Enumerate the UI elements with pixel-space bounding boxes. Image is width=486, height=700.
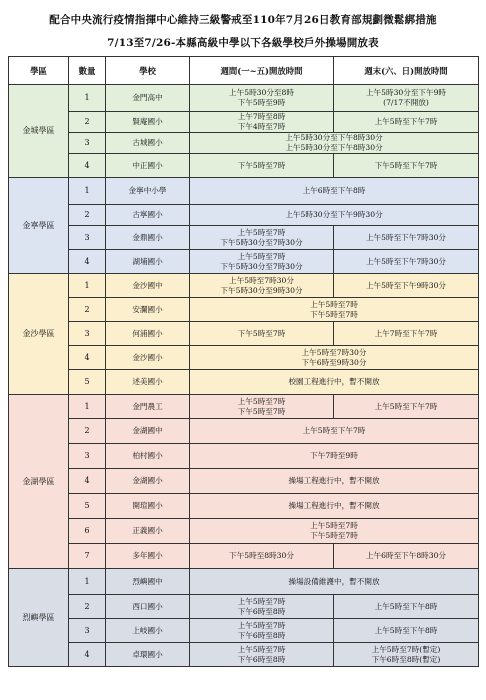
header-weekday-hours: 週間(一~五)開放時間 xyxy=(190,57,334,85)
hours-cell-merged: 上午5時至下午7時 xyxy=(190,419,479,444)
table-header-row xyxy=(9,57,479,85)
school-cell: 上岐國小 xyxy=(106,619,190,643)
count-cell: 3 xyxy=(69,226,106,250)
table-row xyxy=(9,298,479,322)
header-weekend-hours: 週末(六、日)開放時間 xyxy=(334,57,479,85)
table-row xyxy=(9,544,479,569)
count-cell: 4 xyxy=(69,643,106,667)
school-cell: 古寧國小 xyxy=(106,205,190,226)
count-cell: 4 xyxy=(69,250,106,274)
weekday-hours-cell: 上午7時至8時 下午4時至7時 xyxy=(190,112,334,133)
weekend-hours-cell: 下午5時至下午7時 xyxy=(334,154,479,178)
weekend-hours-cell: 上午5時30分至下午9時 (7/17不開放) xyxy=(334,85,479,112)
school-cell: 金門農工 xyxy=(106,395,190,419)
count-cell: 6 xyxy=(69,519,106,544)
document-title-line1: 配合中央流行疫情指揮中心維持三級警戒至110年7月26日教育部規劃微鬆綁措施 xyxy=(49,14,437,26)
district-cell: 金寧學區 xyxy=(9,178,69,274)
hours-cell-merged: 上午5時至7時 下午5時至7時 xyxy=(190,519,479,544)
table-row xyxy=(9,133,479,154)
school-cell: 卓環國小 xyxy=(106,643,190,667)
count-cell: 1 xyxy=(69,178,106,205)
hours-cell-merged: 上午5時30分至下午8時30分 上午5時30分至下午8時30分 xyxy=(190,133,479,154)
weekend-hours-cell: 上午7時至下午7時 xyxy=(334,322,479,346)
district-cell: 金城學區 xyxy=(9,85,69,178)
count-cell: 1 xyxy=(69,85,106,112)
hours-cell-merged: 上午6時至下午8時 xyxy=(190,178,479,205)
hours-cell-merged: 操場工程進行中，暫不開放 xyxy=(190,494,479,519)
table-row xyxy=(9,250,479,274)
school-cell: 柏村國小 xyxy=(106,444,190,469)
table-row xyxy=(9,419,479,444)
count-cell: 1 xyxy=(69,274,106,298)
weekend-hours-cell: 上午5時至7時(暫定) 下午6時至8時(暫定) xyxy=(334,643,479,667)
count-cell: 2 xyxy=(69,205,106,226)
school-cell: 賢庵國小 xyxy=(106,112,190,133)
table-row xyxy=(9,205,479,226)
count-cell: 4 xyxy=(69,469,106,494)
weekday-hours-cell: 下午5時至8時30分 xyxy=(190,544,334,569)
weekday-hours-cell: 下午5時至7時 xyxy=(190,322,334,346)
count-cell: 3 xyxy=(69,133,106,154)
count-cell: 5 xyxy=(69,370,106,395)
school-cell: 中正國小 xyxy=(106,154,190,178)
school-cell: 金沙國小 xyxy=(106,346,190,370)
weekend-hours-cell: 上午6時至下午8時30分 xyxy=(334,544,479,569)
count-cell: 2 xyxy=(69,419,106,444)
count-cell: 1 xyxy=(69,395,106,419)
school-cell: 述美國小 xyxy=(106,370,190,395)
school-cell: 金湖國中 xyxy=(106,419,190,444)
weekday-hours-cell: 上午5時至7時 下午6時至8時 xyxy=(190,643,334,667)
count-cell: 4 xyxy=(69,346,106,370)
school-cell: 金門高中 xyxy=(106,85,190,112)
school-cell: 金鼎國小 xyxy=(106,226,190,250)
district-cell: 金湖學區 xyxy=(9,395,69,569)
table-row xyxy=(9,643,479,667)
weekend-hours-cell: 上午5時至下午7時 xyxy=(334,395,479,419)
hours-cell-merged: 上午5時30分至下午9時30分 xyxy=(190,205,479,226)
school-cell: 何浦國小 xyxy=(106,322,190,346)
school-cell: 西口國小 xyxy=(106,595,190,619)
table-row xyxy=(9,112,479,133)
school-cell: 開瑄國小 xyxy=(106,494,190,519)
count-cell: 2 xyxy=(69,298,106,322)
weekday-hours-cell: 下午5時至7時 xyxy=(190,154,334,178)
school-cell: 多年國小 xyxy=(106,544,190,569)
weekday-hours-cell: 上午5時至7時 下午5時至7時 xyxy=(190,395,334,419)
table-row xyxy=(9,619,479,643)
header-school: 學校 xyxy=(106,57,190,85)
count-cell: 4 xyxy=(69,154,106,178)
hours-cell-merged: 校園工程進行中，暫不開放 xyxy=(190,370,479,395)
table-row xyxy=(9,322,479,346)
school-cell: 古城國小 xyxy=(106,133,190,154)
weekend-hours-cell: 上午5時至下午8時 xyxy=(334,619,479,643)
table-row xyxy=(9,519,479,544)
school-cell: 金湖國小 xyxy=(106,469,190,494)
weekday-hours-cell: 上午5時至7時30分 下午5時30分至9時30分 xyxy=(190,274,334,298)
hours-cell-merged: 操場工程進行中，暫不開放 xyxy=(190,469,479,494)
count-cell: 5 xyxy=(69,494,106,519)
header-count: 數量 xyxy=(69,57,106,85)
school-cell: 安瀾國小 xyxy=(106,298,190,322)
school-cell: 金寧中小學 xyxy=(106,178,190,205)
hours-cell-merged: 上午5時至7時30分 下午6時至9時30分 xyxy=(190,346,479,370)
table-row xyxy=(9,154,479,178)
table-row xyxy=(9,469,479,494)
count-cell: 3 xyxy=(69,444,106,469)
header-district: 學區 xyxy=(9,57,69,85)
weekend-hours-cell: 上午5時至下午7時30分 xyxy=(334,226,479,250)
weekday-hours-cell: 上午5時至7時 下午5時30分至7時30分 xyxy=(190,250,334,274)
weekend-hours-cell: 上午5時至下午7時 xyxy=(334,112,479,133)
playground-schedule-table xyxy=(8,56,479,667)
table-body xyxy=(9,85,479,667)
table-row xyxy=(9,569,479,595)
document-title-line2: 7/13至7/26-本縣高級中學以下各級學校戶外操場開放表 xyxy=(107,37,379,49)
count-cell: 3 xyxy=(69,322,106,346)
count-cell: 3 xyxy=(69,619,106,643)
table-row xyxy=(9,346,479,370)
school-cell: 烈嶼國中 xyxy=(106,569,190,595)
table-row xyxy=(9,178,479,205)
weekend-hours-cell: 上午5時至下午7時30分 xyxy=(334,250,479,274)
table-row xyxy=(9,494,479,519)
district-cell: 烈嶼學區 xyxy=(9,569,69,667)
table-row xyxy=(9,595,479,619)
hours-cell-merged: 下午7時至9時 xyxy=(190,444,479,469)
weekend-hours-cell: 上午5時至下午9時30分 xyxy=(334,274,479,298)
weekend-hours-cell: 上午5時至下午8時 xyxy=(334,595,479,619)
school-cell: 金沙國中 xyxy=(106,274,190,298)
school-cell: 湖埔國小 xyxy=(106,250,190,274)
weekday-hours-cell: 上午5時30分至8時 下午5時至9時 xyxy=(190,85,334,112)
table-row xyxy=(9,274,479,298)
table-row xyxy=(9,444,479,469)
table-row xyxy=(9,226,479,250)
table-row xyxy=(9,395,479,419)
weekday-hours-cell: 上午5時至7時 下午5時30分至7時30分 xyxy=(190,226,334,250)
table-row xyxy=(9,370,479,395)
count-cell: 2 xyxy=(69,112,106,133)
count-cell: 7 xyxy=(69,544,106,569)
hours-cell-merged: 操場設備維護中，暫不開放 xyxy=(190,569,479,595)
table-row xyxy=(9,85,479,112)
district-cell: 金沙學區 xyxy=(9,274,69,395)
weekday-hours-cell: 上午5時至7時 下午6時至8時 xyxy=(190,595,334,619)
count-cell: 2 xyxy=(69,595,106,619)
count-cell: 1 xyxy=(69,569,106,595)
hours-cell-merged: 上午5時至7時 下午5時至7時 xyxy=(190,298,479,322)
school-cell: 正義國小 xyxy=(106,519,190,544)
weekday-hours-cell: 上午5時至7時 下午6時至8時 xyxy=(190,619,334,643)
